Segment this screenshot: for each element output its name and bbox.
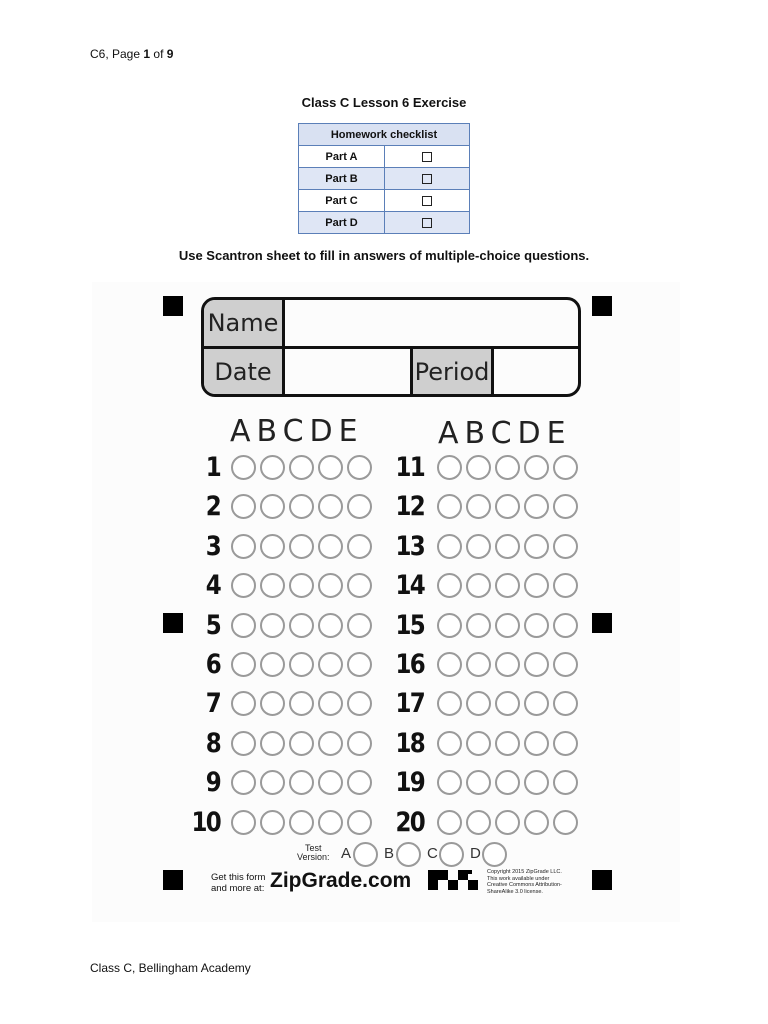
answer-bubble[interactable] bbox=[495, 770, 520, 795]
answer-bubble[interactable] bbox=[260, 691, 285, 716]
registration-mark bbox=[592, 613, 612, 633]
question-number: 10 bbox=[191, 807, 220, 838]
answer-bubble[interactable] bbox=[495, 810, 520, 835]
answer-bubble[interactable] bbox=[524, 810, 549, 835]
answer-bubble[interactable] bbox=[260, 731, 285, 756]
student-info-box bbox=[201, 297, 581, 397]
answer-bubble[interactable] bbox=[318, 731, 343, 756]
answer-bubble[interactable] bbox=[553, 810, 578, 835]
answer-bubble[interactable] bbox=[318, 494, 343, 519]
divider bbox=[410, 349, 413, 394]
answer-bubble[interactable] bbox=[524, 613, 549, 638]
answer-bubble[interactable] bbox=[289, 652, 314, 677]
answer-bubble[interactable] bbox=[347, 652, 372, 677]
page-header: C6, Page 1 of 9 bbox=[90, 47, 174, 61]
divider bbox=[204, 346, 578, 349]
checklist-part: Part A bbox=[299, 146, 385, 168]
question-number: 3 bbox=[205, 531, 220, 562]
answer-bubble[interactable] bbox=[231, 691, 256, 716]
test-version-bubble[interactable] bbox=[482, 842, 507, 867]
answer-bubble[interactable] bbox=[231, 573, 256, 598]
answer-bubble[interactable] bbox=[347, 731, 372, 756]
registration-mark bbox=[163, 296, 183, 316]
answer-bubble[interactable] bbox=[260, 494, 285, 519]
answer-bubble[interactable] bbox=[495, 691, 520, 716]
answer-bubble[interactable] bbox=[260, 770, 285, 795]
period-label: Period bbox=[413, 349, 491, 394]
answer-bubble[interactable] bbox=[289, 494, 314, 519]
checklist-heading: Homework checklist bbox=[299, 124, 470, 146]
answer-bubble[interactable] bbox=[231, 731, 256, 756]
answer-bubble[interactable] bbox=[495, 534, 520, 559]
answer-bubble[interactable] bbox=[289, 731, 314, 756]
answer-bubble[interactable] bbox=[437, 613, 462, 638]
answer-bubble[interactable] bbox=[318, 810, 343, 835]
answer-bubble[interactable] bbox=[437, 810, 462, 835]
answer-bubble[interactable] bbox=[466, 494, 491, 519]
answer-bubble[interactable] bbox=[495, 455, 520, 480]
answer-bubble[interactable] bbox=[260, 534, 285, 559]
answer-bubble[interactable] bbox=[495, 731, 520, 756]
answer-bubble[interactable] bbox=[437, 770, 462, 795]
test-version-letter: B bbox=[384, 845, 395, 862]
zipgrade-brand: ZipGrade.com bbox=[270, 869, 412, 892]
answer-bubble[interactable] bbox=[466, 731, 491, 756]
answer-bubble[interactable] bbox=[231, 810, 256, 835]
answer-bubble[interactable] bbox=[466, 613, 491, 638]
answer-bubble[interactable] bbox=[260, 810, 285, 835]
divider bbox=[282, 300, 285, 394]
question-number: 12 bbox=[395, 491, 424, 522]
question-number: 15 bbox=[395, 610, 424, 641]
answer-bubble[interactable] bbox=[437, 534, 462, 559]
answer-bubble[interactable] bbox=[466, 770, 491, 795]
answer-bubble[interactable] bbox=[437, 691, 462, 716]
answer-bubble[interactable] bbox=[466, 652, 491, 677]
question-number: 19 bbox=[395, 767, 424, 798]
answer-bubble[interactable] bbox=[347, 573, 372, 598]
question-number: 14 bbox=[395, 570, 424, 601]
answer-bubble[interactable] bbox=[318, 613, 343, 638]
divider bbox=[491, 349, 494, 394]
homework-checklist bbox=[298, 123, 470, 234]
answer-bubble[interactable] bbox=[524, 494, 549, 519]
answer-bubble[interactable] bbox=[260, 652, 285, 677]
test-version-letter: C bbox=[427, 845, 438, 862]
answer-bubble[interactable] bbox=[318, 691, 343, 716]
answer-bubble[interactable] bbox=[289, 534, 314, 559]
answer-bubble[interactable] bbox=[231, 455, 256, 480]
answer-bubble[interactable] bbox=[231, 534, 256, 559]
answer-bubble[interactable] bbox=[553, 731, 578, 756]
question-number: 2 bbox=[205, 491, 220, 522]
period-field[interactable] bbox=[497, 352, 573, 390]
date-field[interactable] bbox=[288, 352, 406, 390]
answer-bubble[interactable] bbox=[495, 652, 520, 677]
question-number: 8 bbox=[205, 728, 220, 759]
answer-bubble[interactable] bbox=[289, 770, 314, 795]
question-number: 11 bbox=[395, 452, 424, 483]
answer-bubble[interactable] bbox=[553, 770, 578, 795]
answer-bubble[interactable] bbox=[553, 573, 578, 598]
test-version-bubble[interactable] bbox=[396, 842, 421, 867]
answer-bubble[interactable] bbox=[289, 573, 314, 598]
answer-bubble[interactable] bbox=[524, 652, 549, 677]
answer-bubble[interactable] bbox=[318, 455, 343, 480]
answer-bubble[interactable] bbox=[289, 613, 314, 638]
answer-bubble[interactable] bbox=[466, 691, 491, 716]
question-number: 16 bbox=[395, 649, 424, 680]
checklist-part: Part D bbox=[299, 212, 385, 234]
checkbox[interactable] bbox=[422, 218, 432, 228]
answer-bubble[interactable] bbox=[318, 770, 343, 795]
test-version-letter: A bbox=[341, 845, 352, 862]
question-number: 5 bbox=[205, 610, 220, 641]
answer-bubble[interactable] bbox=[466, 573, 491, 598]
answer-bubble[interactable] bbox=[437, 652, 462, 677]
answer-bubble[interactable] bbox=[524, 691, 549, 716]
answer-bubble[interactable] bbox=[466, 534, 491, 559]
date-label: Date bbox=[204, 349, 282, 394]
question-number: 17 bbox=[395, 688, 424, 719]
answer-bubble[interactable] bbox=[495, 613, 520, 638]
answer-bubble[interactable] bbox=[495, 573, 520, 598]
answer-bubble[interactable] bbox=[289, 810, 314, 835]
registration-mark bbox=[592, 870, 612, 890]
question-number: 7 bbox=[205, 688, 220, 719]
answer-bubble[interactable] bbox=[524, 731, 549, 756]
answer-bubble[interactable] bbox=[289, 455, 314, 480]
answer-bubble[interactable] bbox=[524, 770, 549, 795]
answer-bubble[interactable] bbox=[553, 613, 578, 638]
answer-bubble[interactable] bbox=[466, 810, 491, 835]
question-number: 13 bbox=[395, 531, 424, 562]
answer-bubble[interactable] bbox=[260, 573, 285, 598]
answer-bubble[interactable] bbox=[466, 455, 491, 480]
answer-bubble[interactable] bbox=[524, 573, 549, 598]
answer-bubble[interactable] bbox=[347, 613, 372, 638]
checklist-part: Part B bbox=[299, 168, 385, 190]
question-number: 1 bbox=[205, 452, 220, 483]
question-number: 18 bbox=[395, 728, 424, 759]
question-number: 6 bbox=[205, 649, 220, 680]
answer-bubble[interactable] bbox=[437, 573, 462, 598]
checkbox[interactable] bbox=[422, 174, 432, 184]
test-version-bubble[interactable] bbox=[353, 842, 378, 867]
answer-bubble[interactable] bbox=[231, 613, 256, 638]
answer-bubble[interactable] bbox=[231, 494, 256, 519]
answer-bubble[interactable] bbox=[437, 731, 462, 756]
answer-bubble[interactable] bbox=[231, 652, 256, 677]
answer-bubble[interactable] bbox=[437, 494, 462, 519]
answer-bubble[interactable] bbox=[553, 455, 578, 480]
choice-header-right: ABCDE bbox=[438, 416, 572, 451]
answer-bubble[interactable] bbox=[524, 455, 549, 480]
answer-bubble[interactable] bbox=[553, 652, 578, 677]
answer-bubble[interactable] bbox=[553, 534, 578, 559]
page-footer: Class C, Bellingham Academy bbox=[90, 961, 251, 975]
answer-bubble[interactable] bbox=[553, 494, 578, 519]
answer-bubble[interactable] bbox=[318, 534, 343, 559]
get-form-text: Get this form and more at: bbox=[211, 872, 266, 894]
registration-mark bbox=[163, 870, 183, 890]
question-number: 20 bbox=[395, 807, 424, 838]
name-label: Name bbox=[204, 300, 282, 346]
answer-bubble[interactable] bbox=[231, 770, 256, 795]
question-number: 4 bbox=[205, 570, 220, 601]
registration-mark bbox=[592, 296, 612, 316]
answer-bubble[interactable] bbox=[347, 534, 372, 559]
checkbox[interactable] bbox=[422, 152, 432, 162]
answer-bubble[interactable] bbox=[347, 810, 372, 835]
answer-bubble[interactable] bbox=[289, 691, 314, 716]
answer-bubble[interactable] bbox=[347, 691, 372, 716]
checkbox[interactable] bbox=[422, 196, 432, 206]
name-field[interactable] bbox=[288, 304, 573, 342]
choice-header-left: ABCDE bbox=[230, 414, 364, 449]
instruction-text: Use Scantron sheet to fill in answers of multiple-choice questions. bbox=[178, 248, 590, 263]
test-version-bubble[interactable] bbox=[439, 842, 464, 867]
answer-bubble[interactable] bbox=[553, 691, 578, 716]
answer-bubble[interactable] bbox=[347, 770, 372, 795]
answer-bubble[interactable] bbox=[347, 455, 372, 480]
test-version-letter: D bbox=[470, 845, 481, 862]
answer-bubble[interactable] bbox=[437, 455, 462, 480]
answer-bubble[interactable] bbox=[318, 652, 343, 677]
answer-bubble[interactable] bbox=[260, 455, 285, 480]
answer-bubble[interactable] bbox=[318, 573, 343, 598]
question-number: 9 bbox=[205, 767, 220, 798]
document-title: Class C Lesson 6 Exercise bbox=[301, 95, 467, 110]
checker-logo-icon bbox=[428, 870, 480, 890]
answer-bubble[interactable] bbox=[524, 534, 549, 559]
answer-bubble[interactable] bbox=[260, 613, 285, 638]
test-version-label: Test Version: bbox=[297, 843, 330, 862]
answer-bubble[interactable] bbox=[347, 494, 372, 519]
copyright-text: Copyright 2015 ZipGrade LLC. This work available under Creative Commons Attribution- ShareAlike 3.0 license. bbox=[487, 869, 562, 895]
checklist-part: Part C bbox=[299, 190, 385, 212]
answer-bubble[interactable] bbox=[495, 494, 520, 519]
